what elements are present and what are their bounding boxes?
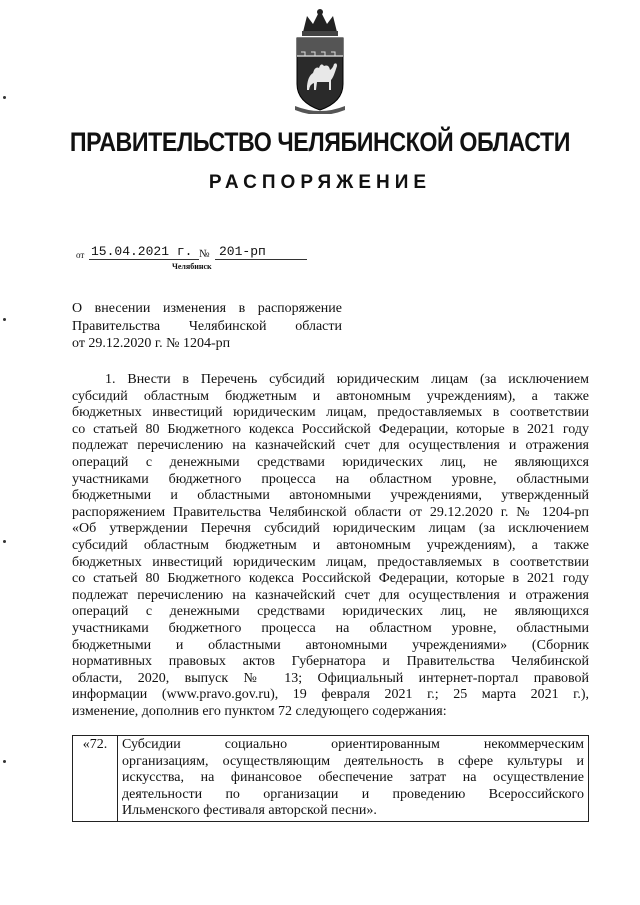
coat-of-arms-icon [289,6,351,114]
body-line: бюджетных инвестиций юридическим лицам, предоставляемых в соответствии [72,405,589,421]
number-label: № [199,248,210,260]
subject-line: О внесении изменения в распоряжение [72,301,342,316]
body-line: операций с денежными средствами юридических лиц, не являющихся [72,604,589,620]
body-line: подлежат перечислению на казначейский счет для осуществления и отражения [72,587,589,603]
item-text-line: искусства, на финансовое обеспечение затрат на осуществление [122,770,584,786]
item-text-line: Ильменского фестиваля авторской песни». [122,803,377,819]
body-line: со статьей 80 Бюджетного кодекса Российской Федерации, которые в 2021 году [72,421,589,437]
document-number: 201-рп [215,244,307,260]
item-number: «72. [73,736,118,822]
item-text [118,736,589,822]
body-line: области, 2020, выпуск № 13; Официальный интернет-портал правовой [72,670,589,686]
body-line: 1. Внести в Перечень субсидий юридическим лицам (за исключением [105,372,589,387]
amendment-table [72,735,589,822]
scan-mark [3,760,6,763]
body-line: субсидий областным бюджетным и автономным учреждениям), а также [72,388,589,404]
body-line: «Об утверждении Перечня субсидий юридическим лицам (за исключением [72,521,589,537]
body-line: операций с денежными средствами юридических лиц, не являющихся [72,454,589,470]
item-text-line: организациям, осуществляющим деятельность в сфере культуры и [122,753,584,769]
organization-title: ПРАВИТЕЛЬСТВО ЧЕЛЯБИНСКОЙ ОБЛАСТИ [69,127,571,157]
date-prefix-label: от [76,250,85,260]
scan-mark [3,540,6,543]
item-text-line: Субсидии социально ориентированным некоммерческим [122,737,584,752]
document-type: РАСПОРЯЖЕНИЕ [208,172,432,193]
body-line: подлежат перечислению на казначейский счет для осуществления и отражения [72,438,589,454]
scan-mark [3,96,6,99]
body-line: бюджетных инвестиций юридическим лицам, предоставляемых в соответствии [72,554,589,570]
body-line: участниками бюджетного процесса на областном уровне, областными [72,620,589,636]
city-name: Челябинск [172,262,212,271]
body-line: изменение, дополнив его пунктом 72 следующего содержания: [72,703,447,719]
subject-line: от 29.12.2020 г. № 1204-рп [72,336,231,351]
body-line: бюджетными и областными автономными учреждениями, утвержденный [72,488,589,504]
document-subject [72,300,342,353]
document-body [72,372,589,720]
body-line: нормативных правовых актов Губернатора и Правительства Челябинской [72,654,589,670]
subject-line: Правительства Челябинской области [72,318,342,334]
body-line: участниками бюджетного процесса на областном уровне, областными [72,471,589,487]
body-line: со статьей 80 Бюджетного кодекса Российской Федерации, которые в 2021 году [72,571,589,587]
item-text-line: деятельности по организации и проведению Всероссийского [122,786,584,802]
table-row [73,736,589,822]
scan-mark [3,318,6,321]
body-line: информации (www.pravo.gov.ru), 19 февраля 2021 г.; 25 марта 2021 г.), [72,687,589,703]
document-date: 15.04.2021 г. [89,244,199,260]
body-line: бюджетными и областными автономными учреждениями» (Сборник [72,637,589,653]
body-line: распоряжением Правительства Челябинской области от 29.12.2020 г. № 1204-рп [72,504,589,520]
body-line: субсидий областным бюджетным и автономным учреждениям), а также [72,537,589,553]
